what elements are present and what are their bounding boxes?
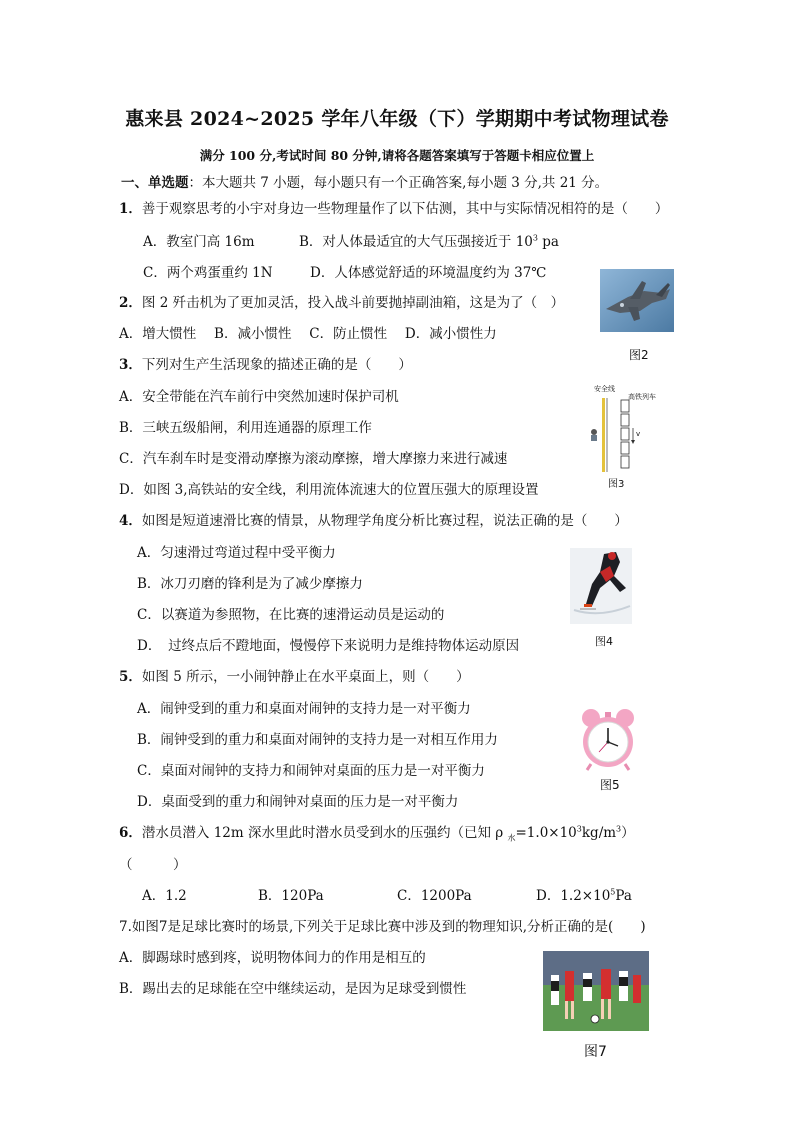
- question-number: 5．: [119, 669, 142, 685]
- option-text: pa: [537, 234, 559, 250]
- stem-text: =1.0×10: [515, 825, 577, 841]
- figure-2-caption: 图2: [629, 348, 649, 362]
- question-stem: 下列对生产生活现象的描述正确的是（ ）: [141, 357, 412, 373]
- question-stem: 图 2 歼击机为了更加灵活，投入战斗前要抛掉副油箱，这是为了（ ）: [141, 295, 565, 311]
- q3-option-d: D．如图 3,高铁站的安全线，利用流体流速大的位置压强大的原理设置: [119, 482, 539, 498]
- q6-option-c: C．1200Pa: [397, 888, 472, 904]
- q1-option-a: A．教室门高 16m: [143, 234, 255, 250]
- q5-option-c: C．桌面对闹钟的支持力和闹钟对桌面的压力是一对平衡力: [137, 763, 485, 779]
- superscript: 3: [532, 233, 538, 243]
- page-title: 惠来县 2024~2025 学年八年级（下）学期期中考试物理试卷: [125, 108, 669, 130]
- figure-4-speed-skating-image: [570, 548, 632, 624]
- figure-7-caption: 图7: [584, 1044, 607, 1060]
- section-title: 一、单选题: [121, 175, 189, 191]
- stem-text: kg/m: [581, 825, 617, 841]
- q5-option-d: D．桌面受到的重力和闹钟对桌面的压力是一对平衡力: [137, 794, 459, 810]
- figure-7-football-match-image: [543, 951, 649, 1031]
- q3-option-b: B．三峡五级船闸，利用连通器的原理工作: [119, 420, 372, 436]
- q4-option-a: A．匀速滑过弯道过程中受平衡力: [137, 545, 336, 561]
- section-heading: [121, 171, 608, 191]
- question-1: [119, 197, 668, 217]
- q1-option-c: C．两个鸡蛋重约 1N: [143, 265, 273, 281]
- q2-options: A．增大惯性 B．减小惯性 C．防止惯性 D．减小惯性力: [119, 326, 497, 342]
- section-description: ：本大题共 7 小题，每小题只有一个正确答案,每小题 3 分,共 21 分。: [188, 175, 609, 191]
- q3-option-c: C．汽车刹车时是变滑动摩擦为滚动摩擦，增大摩擦力来进行减速: [119, 451, 508, 467]
- superscript: 3: [616, 824, 622, 834]
- figure-5-caption: 图5: [600, 778, 620, 792]
- question-number: 2．: [119, 295, 142, 311]
- question-4: [119, 509, 628, 529]
- figure-5-alarm-clock-image: [577, 706, 639, 772]
- question-number: 4．: [119, 513, 142, 529]
- question-number: 1．: [119, 201, 142, 217]
- q6-option-d: [536, 884, 632, 904]
- figure-3-label-train: 高铁列车: [628, 393, 656, 401]
- question-7: 7.如图7是足球比赛时的场景,下列关于足球比赛中涉及到的物理知识,分析正确的是( ): [119, 919, 646, 935]
- question-number: 3．: [119, 357, 142, 373]
- question-5: [119, 665, 470, 685]
- question-stem: 善于观察思考的小宇对身边一些物理量作了以下估测，其中与实际情况相符的是（ ）: [141, 201, 669, 217]
- figure-3-label-velocity: v: [636, 430, 641, 438]
- q3-option-a: A．安全带能在汽车前行中突然加速时保护司机: [119, 389, 399, 405]
- figure-3-caption: 图3: [608, 479, 625, 490]
- question-3: [119, 353, 412, 373]
- q4-option-b: B．冰刀刃磨的锋利是为了减少摩擦力: [137, 576, 363, 592]
- figure-3-label-safety-line: 安全线: [594, 385, 615, 393]
- option-text: Pa: [615, 888, 632, 904]
- superscript: 3: [576, 824, 582, 834]
- question-6: [119, 821, 635, 841]
- q1-option-d: D．人体感觉舒适的环境温度约为 37℃: [310, 265, 547, 281]
- question-stem: 如图 5 所示，一小闹钟静止在水平桌面上，则（ ）: [141, 669, 470, 685]
- q1-option-b: [299, 230, 559, 250]
- q4-option-d: D． 过终点后不蹬地面，慢慢停下来说明力是维持物体运动原因: [137, 638, 520, 654]
- question-stem: 如图是短道速滑比赛的情景，从物理学角度分析比赛过程，说法正确的是（ ）: [141, 513, 628, 529]
- superscript: 5: [610, 887, 616, 897]
- figure-4-caption: 图4: [595, 635, 613, 648]
- q6-option-b: B．120Pa: [258, 888, 324, 904]
- q4-option-c: C．以赛道为参照物，在比赛的速滑运动员是运动的: [137, 607, 445, 623]
- question-2: [119, 291, 564, 311]
- q7-option-b: B．踢出去的足球能在空中继续运动，是因为足球受到惯性: [119, 981, 467, 997]
- question-number: 6．: [119, 825, 142, 841]
- q5-option-b: B．闹钟受到的重力和桌面对闹钟的支持力是一对相互作用力: [137, 732, 498, 748]
- option-text: B．对人体最适宜的大气压强接近于 10: [299, 234, 533, 250]
- subscript: 水: [507, 833, 516, 843]
- q6-option-a: A．1.2: [142, 888, 187, 904]
- q6-answer-blank: （ ）: [119, 857, 187, 873]
- question-stem: 潜水员潜入 12m 深水里此时潜水员受到水的压强约（已知 ρ: [141, 825, 508, 841]
- figure-2-jet-fighter-image: [600, 269, 674, 332]
- stem-text: ）: [621, 825, 635, 841]
- q7-option-a: A．脚踢球时感到疼，说明物体间力的作用是相互的: [119, 950, 426, 966]
- q5-option-a: A．闹钟受到的重力和桌面对闹钟的支持力是一对平衡力: [137, 701, 471, 717]
- option-text: D．1.2×10: [536, 888, 611, 904]
- exam-instructions: 满分 100 分,考试时间 80 分钟,请将各题答案填写于答题卡相应位置上: [199, 148, 595, 163]
